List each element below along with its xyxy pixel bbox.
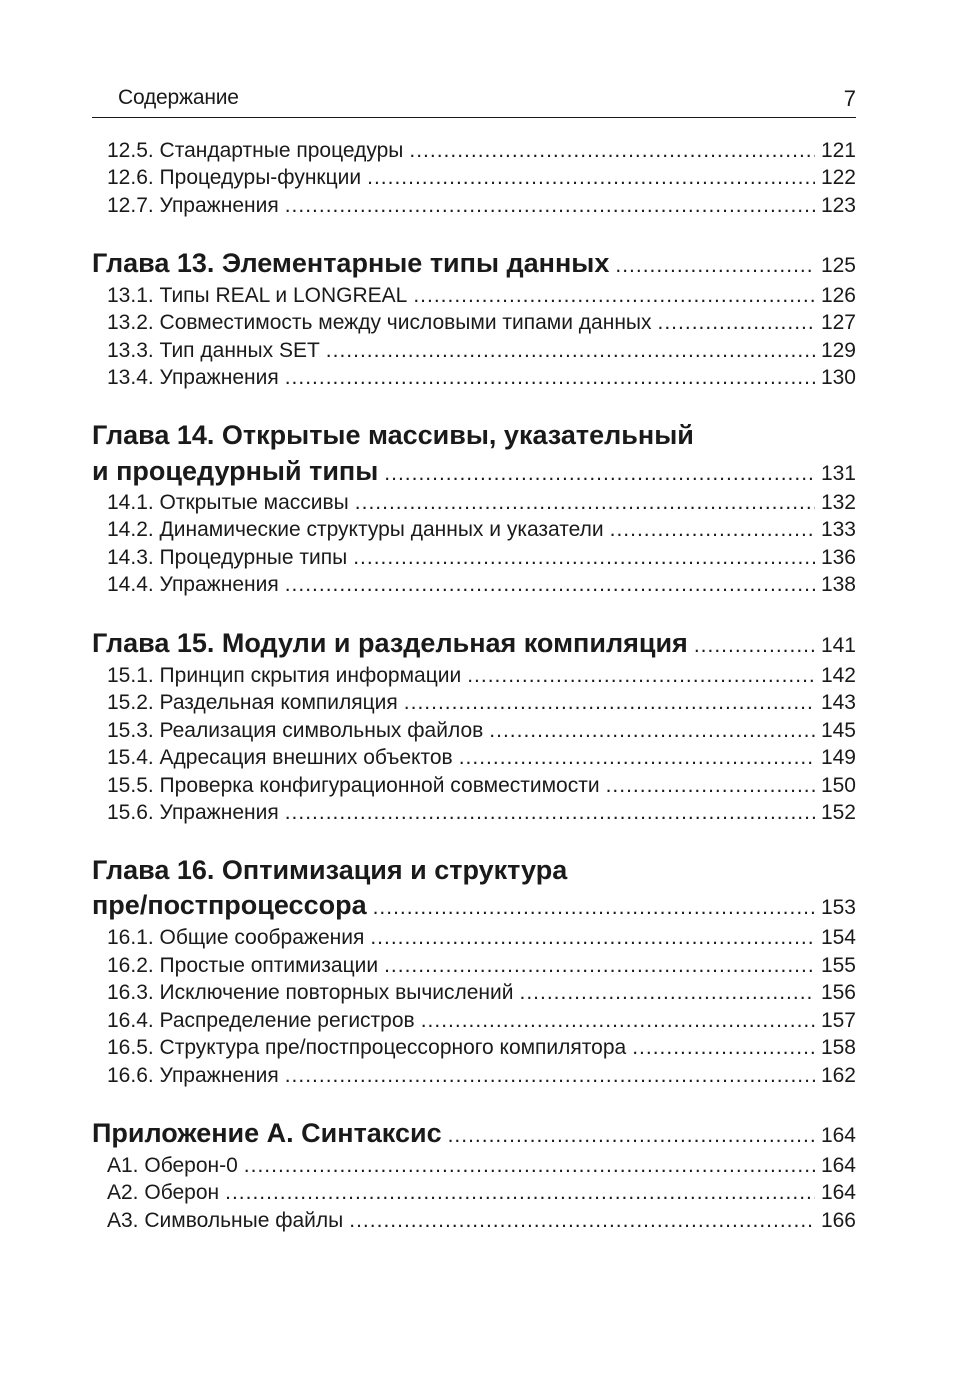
toc-entry-title: А1. Оберон-0 — [107, 1154, 238, 1177]
toc-entry-page: 164 — [820, 1124, 856, 1147]
toc-entry-page: 129 — [820, 339, 856, 362]
toc-entry[interactable] — [92, 746, 856, 770]
toc-entry[interactable] — [92, 366, 856, 390]
leader-dots — [285, 366, 815, 390]
toc-entry-title: 16.5. Структура пре/постпроцессорного компилятора — [107, 1036, 627, 1059]
toc-entry-page: 153 — [820, 896, 856, 919]
toc-entry-page: 142 — [820, 664, 856, 687]
toc-entry-page: 154 — [820, 926, 856, 949]
toc-entry[interactable] — [92, 166, 856, 190]
leader-dots — [489, 719, 815, 743]
toc-entry-page: 125 — [820, 254, 856, 277]
leader-dots — [413, 284, 815, 308]
toc-entry[interactable] — [92, 546, 856, 570]
toc-entry-page: 149 — [820, 746, 856, 769]
leader-dots — [384, 462, 815, 486]
toc-entry-title: А2. Оберон — [107, 1181, 220, 1204]
toc-entry[interactable] — [92, 719, 856, 743]
toc-entry-page: 141 — [820, 634, 856, 657]
header-rule — [92, 117, 856, 118]
leader-dots — [610, 518, 815, 542]
toc-entry[interactable] — [92, 194, 856, 218]
toc-entry-title: 14.1. Открытые массивы — [107, 491, 349, 514]
toc-entry-page: 162 — [820, 1064, 856, 1087]
chapter-title: пре/постпроцессора — [92, 890, 367, 920]
leader-dots — [244, 1154, 815, 1178]
toc-entry-title: 15.4. Адресация внешних объектов — [107, 746, 453, 769]
toc-entry-page: 127 — [820, 311, 856, 334]
toc-entry[interactable] — [92, 926, 856, 950]
toc-chapter[interactable] — [92, 890, 856, 921]
toc-entry-page: 130 — [820, 366, 856, 389]
leader-dots — [459, 746, 815, 770]
chapter-title: Глава 13. Элементарные типы данных — [92, 248, 610, 278]
chapter-title-line: Глава 16. Оптимизация и структура — [92, 855, 568, 885]
toc-entry-title: 16.3. Исключение повторных вычислений — [107, 981, 514, 1004]
toc-entry[interactable] — [92, 573, 856, 597]
leader-dots — [367, 166, 815, 190]
toc-entry[interactable] — [92, 664, 856, 688]
leader-dots — [658, 311, 815, 335]
leader-dots — [421, 1009, 815, 1033]
page-number: 7 — [843, 86, 856, 111]
toc-entry-title: 16.6. Упражнения — [107, 1064, 279, 1087]
toc-entry-page: 123 — [820, 194, 856, 217]
toc-entry[interactable] — [92, 1064, 856, 1088]
leader-dots — [285, 573, 815, 597]
toc-entry[interactable] — [92, 1181, 856, 1205]
toc-entry-title: 12.7. Упражнения — [107, 194, 279, 217]
toc-chapter[interactable] — [92, 456, 856, 487]
toc-entry-page: 132 — [820, 491, 856, 514]
running-head — [118, 86, 856, 116]
toc-entry[interactable] — [92, 284, 856, 308]
chapter-title: и процедурный типы — [92, 456, 379, 486]
leader-dots — [467, 664, 815, 688]
toc-entry-title: 13.1. Типы REAL и LONGREAL — [107, 284, 408, 307]
toc-entry-page: 164 — [820, 1154, 856, 1177]
toc-entry[interactable] — [92, 1209, 856, 1233]
toc-chapter[interactable] — [92, 1118, 856, 1149]
toc-entry-page: 138 — [820, 573, 856, 596]
leader-dots — [615, 254, 815, 278]
toc-entry[interactable] — [92, 1036, 856, 1060]
toc-entry-page: 122 — [820, 166, 856, 189]
toc-entry-title: 15.5. Проверка конфигурационной совместимости — [107, 774, 600, 797]
toc-entry-title: 13.2. Совместимость между числовыми типами данных — [107, 311, 652, 334]
toc-entry[interactable] — [92, 774, 856, 798]
toc-entry-page: 150 — [820, 774, 856, 797]
toc-entry[interactable] — [92, 491, 856, 515]
toc-entry-page: 131 — [820, 462, 856, 485]
leader-dots — [370, 926, 815, 950]
leader-dots — [285, 1064, 815, 1088]
toc-entry[interactable] — [92, 1009, 856, 1033]
toc-entry[interactable] — [92, 518, 856, 542]
running-head-title: Содержание — [118, 86, 239, 109]
chapter-title: Приложение А. Синтаксис — [92, 1118, 442, 1148]
chapter-title-line: Глава 14. Открытые массивы, указательный — [92, 420, 694, 450]
toc-entry-title: А3. Символьные файлы — [107, 1209, 344, 1232]
toc-entry[interactable] — [92, 801, 856, 825]
toc-entry-page: 133 — [820, 518, 856, 541]
toc-entry[interactable] — [92, 981, 856, 1005]
toc-entry-title: 12.5. Стандартные процедуры — [107, 139, 404, 162]
toc-chapter[interactable] — [92, 628, 856, 659]
toc-entry-title: 16.2. Простые оптимизации — [107, 954, 379, 977]
toc-entry-title: 15.6. Упражнения — [107, 801, 279, 824]
leader-dots — [326, 339, 815, 363]
leader-dots — [285, 801, 815, 825]
leader-dots — [520, 981, 815, 1005]
toc-entry[interactable] — [92, 1154, 856, 1178]
toc-entry-page: 156 — [820, 981, 856, 1004]
toc-entry-title: 13.4. Упражнения — [107, 366, 279, 389]
toc-entry-title: 14.4. Упражнения — [107, 573, 279, 596]
leader-dots — [448, 1124, 815, 1148]
leader-dots — [606, 774, 815, 798]
toc-entry-page: 136 — [820, 546, 856, 569]
leader-dots — [404, 691, 815, 715]
chapter-title: Глава 15. Модули и раздельная компиляция — [92, 628, 688, 658]
leader-dots — [285, 194, 815, 218]
leader-dots — [373, 896, 815, 920]
toc-entry-page: 143 — [820, 691, 856, 714]
toc-entry-page: 158 — [820, 1036, 856, 1059]
toc-entry[interactable] — [92, 339, 856, 363]
toc-entry[interactable] — [92, 954, 856, 978]
leader-dots — [225, 1181, 815, 1205]
leader-dots — [349, 1209, 815, 1233]
toc-entry-title: 15.1. Принцип скрытия информации — [107, 664, 462, 687]
toc-entry[interactable] — [92, 691, 856, 715]
toc-entry-page: 166 — [820, 1209, 856, 1232]
toc-entry-page: 157 — [820, 1009, 856, 1032]
toc-entry-page: 155 — [820, 954, 856, 977]
leader-dots — [355, 491, 815, 515]
toc-entry-page: 121 — [820, 139, 856, 162]
toc-entry-title: 15.2. Раздельная компиляция — [107, 691, 398, 714]
toc-entry-title: 13.3. Тип данных SET — [107, 339, 320, 362]
toc-entry-title: 16.4. Распределение регистров — [107, 1009, 415, 1032]
toc-entry-title: 14.3. Процедурные типы — [107, 546, 348, 569]
toc-entry-title: 14.2. Динамические структуры данных и указатели — [107, 518, 604, 541]
toc-entry-page: 126 — [820, 284, 856, 307]
leader-dots — [384, 954, 815, 978]
toc-entry-page: 145 — [820, 719, 856, 742]
toc-entry[interactable] — [92, 311, 856, 335]
toc-entry-title: 12.6. Процедуры-функции — [107, 166, 362, 189]
leader-dots — [409, 139, 815, 163]
toc-entry-title: 16.1. Общие соображения — [107, 926, 365, 949]
toc-entry-page: 164 — [820, 1181, 856, 1204]
leader-dots — [353, 546, 815, 570]
toc-entry-title: 15.3. Реализация символьных файлов — [107, 719, 484, 742]
toc-entry[interactable] — [92, 139, 856, 163]
toc-entry-page: 152 — [820, 801, 856, 824]
toc-chapter[interactable] — [92, 248, 856, 279]
leader-dots — [632, 1036, 815, 1060]
leader-dots — [694, 634, 815, 658]
